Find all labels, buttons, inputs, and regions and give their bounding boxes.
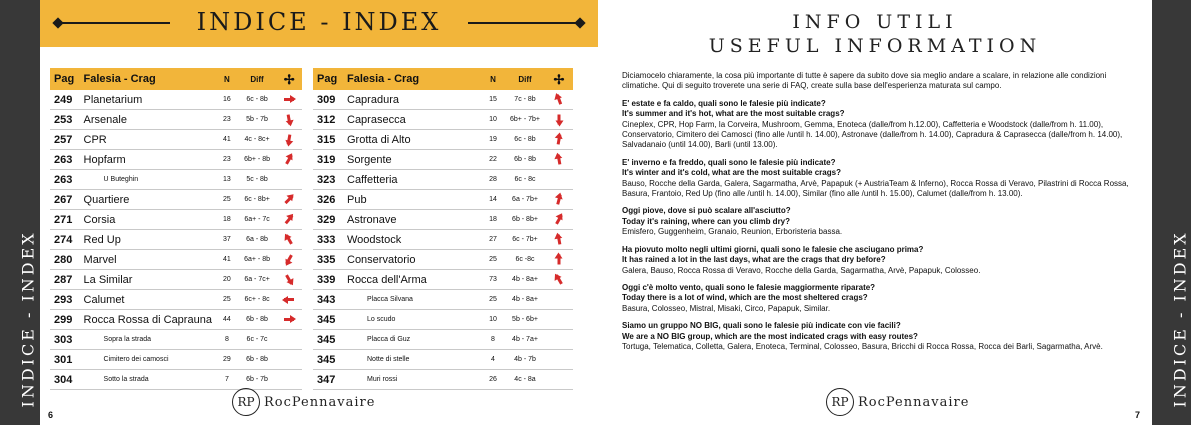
row-orientation [276, 290, 302, 310]
logo-text: RocPennavaire [264, 394, 376, 410]
orientation-arrow-icon [558, 255, 561, 265]
row-difficulty: 4b - 8a+ [505, 270, 545, 290]
logo-mark-icon: RP [826, 388, 854, 416]
row-orientation [276, 150, 302, 170]
row-route-count: 41 [216, 250, 238, 270]
table-row [313, 270, 573, 290]
logo-mark-icon: RP [232, 388, 260, 416]
row-crag-name: Calumet [80, 290, 216, 310]
row-page: 280 [50, 250, 80, 270]
sidebar-left-label: INDICE - INDEX [18, 230, 38, 408]
table-row [50, 330, 302, 350]
row-page: 347 [313, 370, 343, 390]
row-page: 333 [313, 230, 343, 250]
table-row [313, 150, 573, 170]
logo-right [826, 388, 969, 416]
row-page: 263 [50, 150, 80, 170]
row-crag-name: Placca Silvana [343, 290, 481, 310]
row-orientation [276, 250, 302, 270]
index-table-right [313, 68, 573, 390]
orientation-arrow-icon [556, 94, 562, 104]
col-n: N [481, 68, 505, 90]
orientation-arrow-icon [285, 235, 293, 245]
table-row [50, 110, 302, 130]
row-page: 345 [313, 330, 343, 350]
faq-answer: Emisfero, Guggenheim, Granaio, Reunion, Erboristeria bassa. [622, 227, 843, 237]
row-page: 263 [50, 170, 80, 190]
row-crag-name: Planetarium [80, 90, 216, 110]
table-row [313, 230, 573, 250]
faq-item [622, 158, 1140, 200]
row-difficulty: 5b - 6b+ [505, 310, 545, 330]
row-route-count: 41 [216, 130, 238, 150]
faq-answer: Cineplex, CPR, Hop Farm, la Corveira, Mushroom, Gemma, Enoteca (dalle/from h.12.00), Caffetteria e Woodstock (dalle/from h. 11.00), Conservatorio, Cimitero dei Camosci (fino alle /until h. 14.00), Astronave (dalle/from h. 14.00), Capradura & Caprasecca (dalle/from h. 14.00), Salvadanaio (until 14.00), Barli (until 13.00). [622, 119, 1123, 150]
row-route-count: 25 [481, 290, 505, 310]
row-difficulty: 6c -8c [505, 250, 545, 270]
row-route-count: 8 [216, 330, 238, 350]
row-difficulty: 6b - 8b+ [505, 210, 545, 230]
row-crag-name: Cimitero dei camosci [80, 350, 216, 370]
page-number-left: 6 [48, 410, 54, 420]
faq-item [622, 283, 1140, 314]
faq-question-en: It's winter and it's cold, what are the most suitable crags? [622, 168, 841, 178]
table-row [50, 130, 302, 150]
row-difficulty: 6c - 8b [505, 130, 545, 150]
faq-question-en: Today there is a lot of wind, which are the most sheltered crags? [622, 293, 868, 303]
col-diff: Diff [505, 68, 545, 90]
table-row [50, 290, 302, 310]
row-orientation [276, 310, 302, 330]
orientation-arrow-icon [557, 154, 562, 164]
row-route-count: 8 [481, 330, 505, 350]
col-crag: Falesia - Crag [80, 68, 216, 90]
row-page: 287 [50, 270, 80, 290]
row-difficulty: 6c - 7b+ [505, 230, 545, 250]
row-orientation [276, 110, 302, 130]
row-crag-name: Hopfarm [80, 150, 216, 170]
row-route-count: 10 [481, 110, 505, 130]
row-orientation [276, 170, 302, 190]
row-route-count: 23 [216, 110, 238, 130]
ornament-right-icon [468, 22, 580, 24]
row-route-count: 18 [216, 210, 238, 230]
row-crag-name: Corsia [80, 210, 216, 230]
row-orientation [545, 130, 573, 150]
orientation-arrow-icon [557, 234, 562, 244]
info-title-line2: USEFUL INFORMATION [708, 35, 1042, 57]
row-difficulty: 6a+ - 7c [238, 210, 276, 230]
table-row [50, 210, 302, 230]
table-row [313, 110, 573, 130]
row-orientation [276, 330, 302, 350]
index-header [40, 0, 598, 47]
faq-question-en: It's summer and it's hot, what are the most suitable crags? [622, 109, 845, 119]
faq-item [622, 99, 1140, 151]
sidebar-left [0, 0, 40, 425]
row-crag-name: Notte di stelle [343, 350, 481, 370]
row-route-count: 20 [216, 270, 238, 290]
table-row [313, 210, 573, 230]
row-crag-name: U Buteghin [80, 170, 216, 190]
orientation-arrow-icon [284, 318, 294, 321]
row-page: 329 [313, 210, 343, 230]
row-orientation [545, 290, 573, 310]
table-row [50, 350, 302, 370]
table-row [50, 230, 302, 250]
row-orientation [276, 270, 302, 290]
row-difficulty: 4c - 8a [505, 370, 545, 390]
table-header-row [313, 68, 573, 90]
row-orientation [276, 130, 302, 150]
row-page: 326 [313, 190, 343, 210]
row-difficulty: 5c - 8b [238, 170, 276, 190]
table-row [50, 270, 302, 290]
row-difficulty: 6b - 8b [505, 150, 545, 170]
row-crag-name: Woodstock [343, 230, 481, 250]
row-route-count: 4 [481, 350, 505, 370]
row-route-count: 27 [481, 230, 505, 250]
row-orientation [545, 210, 573, 230]
row-route-count: 23 [216, 150, 238, 170]
row-orientation [545, 170, 573, 190]
row-crag-name: Marvel [80, 250, 216, 270]
row-difficulty: 6a+ - 8b [238, 250, 276, 270]
col-compass [545, 68, 573, 90]
intro-paragraph: Diciamocelo chiaramente, la cosa più importante di tutte è sapere da subito dove sia meglio andare a scalare, in relazione alle condizioni climatiche. Qui di seguito troverete una serie di FAQ, create sulla base dell'esperienza maturata sul campo. [622, 71, 1107, 91]
row-orientation [545, 250, 573, 270]
row-route-count: 19 [481, 130, 505, 150]
row-difficulty: 6c - 8c [505, 170, 545, 190]
orientation-arrow-icon [285, 155, 293, 165]
faq-item [622, 321, 1140, 352]
row-orientation [545, 150, 573, 170]
col-crag: Falesia - Crag [343, 68, 481, 90]
orientation-arrow-icon [555, 275, 563, 285]
row-route-count: 44 [216, 310, 238, 330]
row-difficulty: 6c - 8b+ [238, 190, 276, 210]
col-n: N [216, 68, 238, 90]
row-crag-name: Arsenale [80, 110, 216, 130]
table-row [313, 130, 573, 150]
row-crag-name: Caprasecca [343, 110, 481, 130]
orientation-arrow-icon [285, 255, 293, 265]
faq-question-it: Ha piovuto molto negli ultimi giorni, quali sono le falesie che asciugano prima? [622, 244, 924, 254]
table-row [313, 330, 573, 350]
row-orientation [276, 190, 302, 210]
row-crag-name: Muri rossi [343, 370, 481, 390]
row-page: 335 [313, 250, 343, 270]
row-crag-name: Sopra la strada [80, 330, 216, 350]
sidebar-right [1152, 0, 1191, 425]
table-row [50, 150, 302, 170]
table-row [313, 170, 573, 190]
info-content [622, 71, 1140, 359]
row-crag-name: La Similar [80, 270, 216, 290]
row-route-count: 37 [216, 230, 238, 250]
row-orientation [545, 370, 573, 390]
row-orientation [545, 310, 573, 330]
table-row [50, 310, 302, 330]
row-page: 319 [313, 150, 343, 170]
row-page: 253 [50, 110, 80, 130]
row-page: 274 [50, 230, 80, 250]
faq-item [622, 206, 1140, 237]
row-route-count: 25 [216, 290, 238, 310]
row-crag-name: Conservatorio [343, 250, 481, 270]
row-page: 345 [313, 310, 343, 330]
row-crag-name: Placca di Guz [343, 330, 481, 350]
row-page: 271 [50, 210, 80, 230]
row-difficulty: 6c - 8b [238, 90, 276, 110]
row-difficulty: 7c - 8b [505, 90, 545, 110]
row-page: 257 [50, 130, 80, 150]
faq-question-it: E' inverno e fa freddo, quali sono le falesie più indicate? [622, 157, 836, 167]
info-title-line1: INFO UTILI [792, 11, 958, 33]
table-row [50, 250, 302, 270]
row-difficulty: 6c+ - 8c [238, 290, 276, 310]
faq-question-it: E' estate e fa caldo, quali sono le falesie più indicate? [622, 98, 826, 108]
faq-answer: Galera, Bauso, Rocca Rossa di Veravo, Rocche della Garda, Sagarmatha, Arvè, Papapuk, Colosseo. [622, 265, 981, 275]
row-route-count: 25 [481, 250, 505, 270]
orientation-arrow-icon [285, 215, 294, 225]
orientation-arrow-icon [555, 215, 563, 225]
row-crag-name: Quartiere [80, 190, 216, 210]
table-row [313, 370, 573, 390]
row-page: 249 [50, 90, 80, 110]
row-page: 304 [50, 370, 80, 390]
row-difficulty: 6a - 7b+ [505, 190, 545, 210]
row-orientation [545, 330, 573, 350]
row-crag-name: Red Up [80, 230, 216, 250]
row-orientation [545, 350, 573, 370]
orientation-arrow-icon [285, 275, 293, 285]
row-crag-name: Astronave [343, 210, 481, 230]
row-page: 309 [313, 90, 343, 110]
row-route-count: 29 [216, 350, 238, 370]
row-crag-name: Capradura [343, 90, 481, 110]
index-table-left [50, 68, 302, 390]
row-orientation [545, 90, 573, 110]
row-orientation [276, 370, 302, 390]
row-difficulty: 6b - 8b [238, 350, 276, 370]
orientation-arrow-icon [287, 134, 292, 144]
col-compass [276, 68, 302, 90]
faq-question-en: We are a NO BIG group, which are the most indicated crags with easy routes? [622, 331, 918, 341]
row-crag-name: Lo scudo [343, 310, 481, 330]
row-route-count: 73 [481, 270, 505, 290]
row-page: 315 [313, 130, 343, 150]
row-difficulty: 4b - 7b [505, 350, 545, 370]
row-page: 303 [50, 330, 80, 350]
table-row [313, 310, 573, 330]
row-difficulty: 6b+ - 8b [238, 150, 276, 170]
row-orientation [545, 230, 573, 250]
row-difficulty: 4b - 8a+ [505, 290, 545, 310]
orientation-arrow-icon [556, 194, 561, 204]
page-number-right: 7 [1135, 410, 1141, 420]
table-header-row [50, 68, 302, 90]
col-pag: Pag [50, 68, 80, 90]
row-crag-name: CPR [80, 130, 216, 150]
row-difficulty: 4b - 7a+ [505, 330, 545, 350]
row-orientation [545, 270, 573, 290]
row-orientation [276, 350, 302, 370]
orientation-arrow-icon [558, 115, 561, 125]
row-route-count: 25 [216, 190, 238, 210]
faq-question-it: Siamo un gruppo NO BIG, quali sono le falesie più indicate con vie facili? [622, 321, 901, 331]
row-route-count: 14 [481, 190, 505, 210]
faq-answer: Bauso, Rocche della Garda, Galera, Sagarmatha, Arvè, Papapuk (+ AustriaTeam & Inferno), Rocca Rossa di Veravo, Pilastrini di Rocca Rossa, Basura, Frantoio, Red Up (fino alle /until h. 14.00), Similar (fino alle /until h. 15.00), Calumet (dalle/from h. 13.00). [622, 178, 1129, 199]
row-orientation [276, 90, 302, 110]
table-row [50, 90, 302, 110]
logo-left [232, 388, 375, 416]
orientation-arrow-icon [285, 195, 294, 204]
table-row [50, 170, 302, 190]
row-crag-name: Rocca dell'Arma [343, 270, 481, 290]
row-orientation [545, 190, 573, 210]
orientation-arrow-icon [287, 114, 292, 124]
logo-text: RocPennavaire [858, 394, 970, 410]
row-difficulty: 6c - 7c [238, 330, 276, 350]
row-difficulty: 4c - 8c+ [238, 130, 276, 150]
row-page: 267 [50, 190, 80, 210]
row-page: 339 [313, 270, 343, 290]
faq-answer: Basura, Colosseo, Mistral, Misaki, Circo, Papapuk, Similar. [622, 303, 831, 313]
row-crag-name: Sotto la strada [80, 370, 216, 390]
row-crag-name: Pub [343, 190, 481, 210]
row-page: 345 [313, 350, 343, 370]
row-route-count: 16 [216, 90, 238, 110]
row-crag-name: Rocca Rossa di Caprauna [80, 310, 216, 330]
table-row [50, 370, 302, 390]
row-orientation [276, 210, 302, 230]
table-row [313, 90, 573, 110]
row-crag-name: Sorgente [343, 150, 481, 170]
row-route-count: 15 [481, 90, 505, 110]
faq-question-it: Oggi piove, dove si può scalare all'asciutto? [622, 206, 791, 216]
row-difficulty: 6a - 7c+ [238, 270, 276, 290]
row-difficulty: 6b+ - 7b+ [505, 110, 545, 130]
row-difficulty: 5b - 7b [238, 110, 276, 130]
compass-icon: ✢ [553, 71, 565, 87]
table-row [313, 290, 573, 310]
faq-question-it: Oggi c'è molto vento, quali sono le falesie maggiormente riparate? [622, 282, 876, 292]
row-crag-name: Caffetteria [343, 170, 481, 190]
orientation-arrow-icon [557, 134, 562, 144]
row-route-count: 22 [481, 150, 505, 170]
table-row [50, 190, 302, 210]
row-crag-name: Grotta di Alto [343, 130, 481, 150]
col-diff: Diff [238, 68, 276, 90]
table-row [313, 350, 573, 370]
table-row [313, 250, 573, 270]
row-page: 301 [50, 350, 80, 370]
row-route-count: 10 [481, 310, 505, 330]
col-pag: Pag [313, 68, 343, 90]
faq-answer: Tortuga, Telematica, Colletta, Galera, Enoteca, Terminal, Colosseo, Basura, Bricchi di Rocca Rossa, Rocca dei Barli, Sagarmatha, Arvè. [622, 341, 1103, 351]
faq-question-en: Today it's raining, where can you climb dry? [622, 216, 791, 226]
orientation-arrow-icon [284, 298, 294, 301]
row-difficulty: 6a - 8b [238, 230, 276, 250]
orientation-arrow-icon [284, 98, 294, 101]
row-orientation [276, 230, 302, 250]
row-route-count: 13 [216, 170, 238, 190]
faq-item [622, 245, 1140, 276]
row-route-count: 7 [216, 370, 238, 390]
compass-icon: ✢ [283, 71, 295, 87]
info-title [620, 10, 1130, 58]
row-route-count: 28 [481, 170, 505, 190]
row-route-count: 26 [481, 370, 505, 390]
row-orientation [545, 110, 573, 130]
faq-question-en: It has rained a lot in the last days, what are the crags that dry before? [622, 255, 886, 265]
row-page: 312 [313, 110, 343, 130]
row-route-count: 18 [481, 210, 505, 230]
faq-list [622, 99, 1140, 353]
row-page: 323 [313, 170, 343, 190]
table-row [313, 190, 573, 210]
sidebar-right-label: INDICE - INDEX [1170, 230, 1190, 408]
row-page: 293 [50, 290, 80, 310]
index-title: INDICE - INDEX [196, 8, 442, 36]
row-page: 299 [50, 310, 80, 330]
row-page: 343 [313, 290, 343, 310]
row-difficulty: 6b - 8b [238, 310, 276, 330]
row-difficulty: 6b - 7b [238, 370, 276, 390]
